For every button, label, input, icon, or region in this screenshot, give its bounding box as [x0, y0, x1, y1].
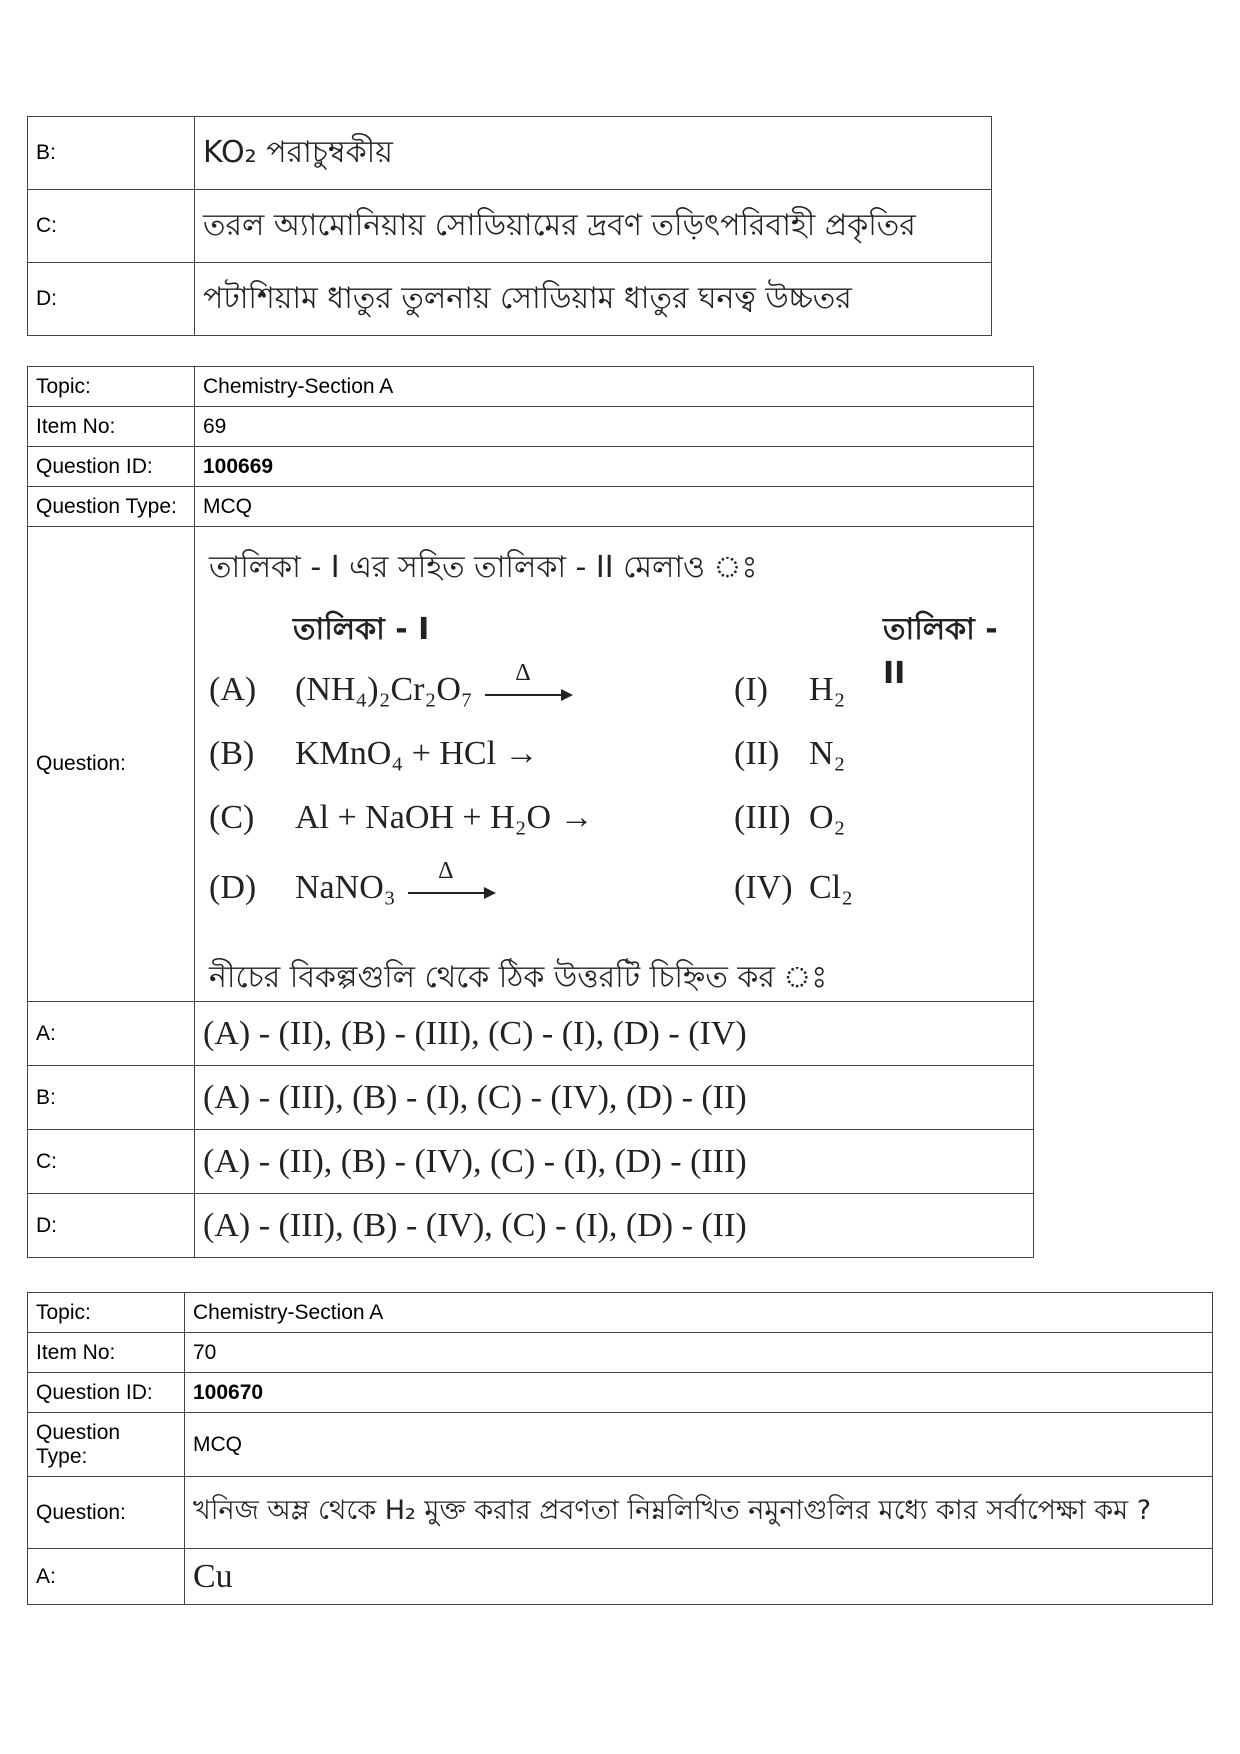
question-id-row	[28, 447, 1034, 487]
item-row	[28, 407, 1034, 447]
topic-label: Topic:	[28, 367, 195, 407]
item-label: Item No:	[28, 407, 195, 447]
option-text: (A) - (III), (B) - (IV), (C) - (I), (D) - (II)	[195, 1194, 1034, 1258]
question-instruction: নীচের বিকল্পগুলি থেকে ঠিক উত্তরটি চিহ্নিত কর ঃ	[209, 960, 828, 995]
question-id-label: Question ID:	[28, 1373, 185, 1413]
equation-d-reactant: NaNO₃	[295, 869, 396, 906]
list-1-heading: তালিকা - I	[293, 612, 430, 647]
option-label: C:	[28, 190, 195, 263]
topic-row	[28, 367, 1034, 407]
option-label: A:	[28, 1549, 185, 1605]
option-label: D:	[28, 263, 195, 336]
question-label: Question:	[28, 1477, 185, 1549]
question-type-row	[28, 487, 1034, 527]
question-type-value: MCQ	[195, 487, 1034, 527]
option-text: KO₂ পরাচুম্বকীয়	[195, 117, 992, 190]
option-text: পটাশিয়াম ধাতুর তুলনায় সোডিয়াম ধাতুর ঘনত্ব উচ্চতর	[195, 263, 992, 336]
question-body	[195, 527, 1034, 1002]
previous-question-options-table	[27, 116, 992, 336]
option-row-c	[28, 1130, 1034, 1194]
option-text: (A) - (II), (B) - (IV), (C) - (I), (D) - (III)	[195, 1130, 1034, 1194]
question-label: Question:	[28, 527, 195, 1002]
option-row-b	[28, 117, 992, 190]
equation-c: Al + NaOH + H₂O →	[295, 799, 594, 836]
topic-label: Topic:	[28, 1293, 185, 1333]
row-tag: (D)	[209, 869, 257, 906]
delta-symbol: Δ	[438, 858, 454, 885]
equation-a	[295, 660, 571, 709]
question-text: খনিজ অম্ল থেকে H₂ মুক্ত করার প্রবণতা নিম্নলিখিত নমুনাগুলির মধ্যে কার সর্বাপেক্ষা কম ?	[185, 1477, 1213, 1549]
question-id-value: 100669	[195, 447, 1034, 487]
row-rtag: (II)	[734, 735, 780, 772]
topic-row	[28, 1293, 1213, 1333]
row-rval: H₂	[809, 671, 846, 708]
question-row	[28, 527, 1034, 1002]
option-text: তরল অ্যামোনিয়ায় সোডিয়ামের দ্রবণ তড়িৎপরিবাহী প্রকৃতির	[195, 190, 992, 263]
delta-symbol: Δ	[515, 660, 531, 687]
option-label: C:	[28, 1130, 195, 1194]
question-70-table	[27, 1292, 1213, 1605]
option-row-b	[28, 1066, 1034, 1130]
row-tag: (A)	[209, 671, 257, 708]
option-row-d	[28, 263, 992, 336]
question-type-value: MCQ	[185, 1413, 1213, 1477]
list-2-heading: তালিকা - II	[883, 612, 998, 691]
row-rtag: (III)	[734, 799, 791, 836]
question-heading: তালিকা - I এর সহিত তালিকা - II মেলাও ঃ	[209, 550, 758, 585]
item-value: 69	[195, 407, 1034, 447]
row-rtag: (I)	[734, 671, 768, 708]
option-label: B:	[28, 1066, 195, 1130]
equation-a-reactant: (NH₄)₂Cr₂O₇	[295, 671, 473, 708]
question-id-row	[28, 1373, 1213, 1413]
row-tag: (C)	[209, 799, 255, 836]
item-label: Item No:	[28, 1333, 185, 1373]
option-text: Cu	[185, 1549, 1213, 1605]
question-type-row	[28, 1413, 1213, 1477]
option-label: A:	[28, 1002, 195, 1066]
option-row-a	[28, 1549, 1213, 1605]
row-rval: Cl₂	[809, 869, 853, 906]
option-text: (A) - (II), (B) - (III), (C) - (I), (D) - (IV)	[195, 1002, 1034, 1066]
question-id-label: Question ID:	[28, 447, 195, 487]
equation-d	[295, 858, 494, 907]
heat-arrow-icon	[485, 660, 571, 696]
option-label: B:	[28, 117, 195, 190]
option-label: D:	[28, 1194, 195, 1258]
question-id-value: 100670	[185, 1373, 1213, 1413]
option-row-d	[28, 1194, 1034, 1258]
row-rtag: (IV)	[734, 869, 793, 906]
item-row	[28, 1333, 1213, 1373]
topic-value: Chemistry-Section A	[195, 367, 1034, 407]
row-rval: N₂	[809, 735, 846, 772]
option-text: (A) - (III), (B) - (I), (C) - (IV), (D) - (II)	[195, 1066, 1034, 1130]
topic-value: Chemistry-Section A	[185, 1293, 1213, 1333]
heat-arrow-icon	[408, 858, 494, 894]
option-row-c	[28, 190, 992, 263]
equation-b: KMnO₄ + HCl →	[295, 735, 539, 772]
item-value: 70	[185, 1333, 1213, 1373]
question-69-table	[27, 366, 1034, 1258]
question-row	[28, 1477, 1213, 1549]
question-type-label: Question Type:	[28, 1413, 185, 1477]
row-tag: (B)	[209, 735, 255, 772]
question-type-label: Question Type:	[28, 487, 195, 527]
row-rval: O₂	[809, 799, 846, 836]
option-row-a	[28, 1002, 1034, 1066]
